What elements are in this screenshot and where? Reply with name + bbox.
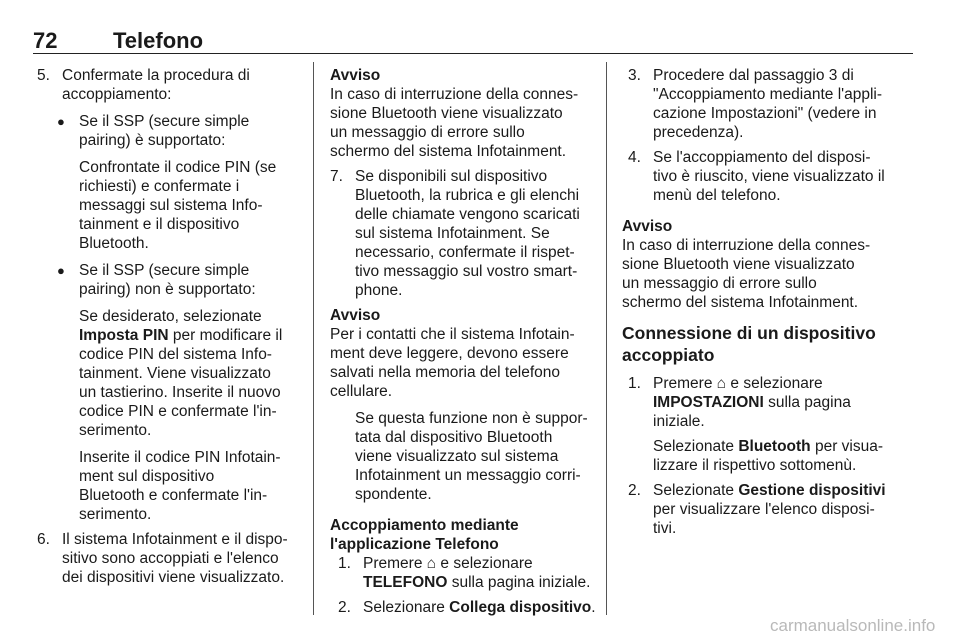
bullet-ssp-not-supported: ● Se il SSP (secure simple pairing) non è supportato: [57, 262, 256, 298]
page-number: 72 [33, 28, 58, 53]
bullet-ssp-supported-text: Confrontate il codice PIN (se richiesti) e confermate i messaggi sul sistema Info- tainment e il dispositivo Bluetooth. [79, 159, 277, 252]
step-1-sub-text: Selezionate Bluetooth per visua- lizzare il rispettivo sottomenù. [653, 438, 884, 474]
column-1 [37, 66, 307, 587]
note-title: Avviso [330, 67, 381, 84]
home-icon: ⌂ [716, 375, 727, 392]
telefono-label: TELEFONO [363, 574, 448, 591]
bluetooth-label: Bluetooth [738, 438, 811, 455]
bullet-ssp-not-supported-text: Se desiderato, selezionate Imposta PIN per modificare il codice PIN del sistema Info- tainment. Viene visualizzato un tastierino. Inserite il nuovo codice PIN e confermate l'in- serimento. [79, 308, 283, 439]
collega-dispositivo-label: Collega dispositivo [449, 599, 592, 616]
bullet-enter-pin-text: Inserite il codice PIN Infotain- ment sul dispositivo Bluetooth e confermate l'in- serimento. [79, 449, 281, 523]
home-icon: ⌂ [426, 555, 437, 572]
header-rule [33, 53, 913, 54]
step-7: 7. Se disponibili sul dispositivo Bluetooth, la rubrica e gli elenchi delle chiamate vengono scaricati sul sistema Infotainment. Se necessario, confermate il rispet- tivo messaggio sul vostro smart- phone. [330, 168, 580, 299]
impostazioni-label: IMPOSTAZIONI [653, 394, 764, 411]
bullet-ssp-supported: ● Se il SSP (secure simple pairing) è supportato: [57, 113, 250, 149]
section-heading: accoppiato [622, 345, 715, 365]
bullet-icon: ● [57, 263, 65, 278]
step-2-gestione: 2. Selezionate Gestione dispositivi per visualizzare l'elenco disposi- tivi. [628, 482, 886, 537]
step-6: 6. Il sistema Infotainment e il dispo- sitivo sono accoppiati e l'elenco dei dispositivi viene visualizzato. [37, 531, 288, 586]
watermark: carmanualsonline.info [770, 616, 936, 635]
step-3: 3. Procedere dal passaggio 3 di "Accoppiamento mediante l'appli- cazione Impostazioni" (vedere in precedenza). [628, 67, 883, 141]
note-sub-text: Se questa funzione non è suppor- tata dal dispositivo Bluetooth viene visualizzato sul sistema Infotainment un messaggio corri- spondente. [355, 410, 588, 503]
step-5: 5. Confermate la procedura di accoppiamento: [37, 67, 250, 103]
subheading: l'applicazione Telefono [330, 536, 499, 553]
bullet-icon: ● [57, 114, 65, 129]
column-divider-1 [313, 62, 314, 615]
column-2: Avviso In caso di interruzione della connes- sione Bluetooth viene visualizzato un messaggio di errore sullo schermo del sistema Infotainment. 7. Se disponibili sul dispositivo Bluetooth, la rubrica e gli elenchi delle chiamate vengono scaricati sul sistema Infotainment. Se necessario, confermate il rispet- tivo messaggio sul vostro smart- phone. Avviso Per i contatti che il sistema Infotain- ment deve leggere, devono essere salvati nella memoria del telefono cellulare. Se questa funzione non è suppor- tata dal dispositivo Bluetooth viene visualizzato sul sistema Infotainment un messaggio corri- spondente. Accoppiamento mediante l'applicazione Telefono 1. Premere ⌂ e selezionare TELEFONO sulla pagina iniziale. 2. Selezionare Collega dispositivo. [330, 66, 602, 617]
column-divider-2 [606, 62, 607, 615]
step-1-impostazioni: 1. Premere ⌂ e selezionare IMPOSTAZIONI sulla pagina iniziale. [628, 375, 851, 430]
column-3: 3. Procedere dal passaggio 3 di "Accoppiamento mediante l'appli- cazione Impostazioni" (vedere in precedenza). 4. Se l'accoppiamento del disposi- tivo è riuscito, viene visualizzato il menù del telefono. Avviso In caso di interruzione della connes- sione Bluetooth viene visualizzato un messaggio di errore sullo schermo del sistema Infotainment. Connessione di un dispositivo accoppiato 1. Premere ⌂ e selezionare IMPOSTAZIONI sulla pagina iniziale. Selezionate Bluetooth per visua- lizzare il rispettivo sottomenù. 2. Selezionate Gestione dispositivi per visualizzare l'elenco disposi- tivi. [622, 66, 916, 538]
page-header [33, 28, 913, 52]
note-title: Avviso [330, 307, 381, 324]
step-4: 4. Se l'accoppiamento del disposi- tivo è riuscito, viene visualizzato il menù del telefono. [628, 149, 885, 204]
step-2-collega: 2. Selezionare Collega dispositivo. [338, 599, 596, 616]
section-heading: Connessione di un dispositivo [622, 323, 876, 343]
page-title: Telefono [113, 28, 204, 53]
note-title: Avviso [622, 218, 673, 235]
imposta-pin-label: Imposta PIN [79, 327, 169, 344]
subheading: Accoppiamento mediante [330, 517, 519, 534]
step-1-telefono: 1. Premere ⌂ e selezionare TELEFONO sulla pagina iniziale. [338, 555, 591, 591]
gestione-dispositivi-label: Gestione dispositivi [738, 482, 886, 499]
